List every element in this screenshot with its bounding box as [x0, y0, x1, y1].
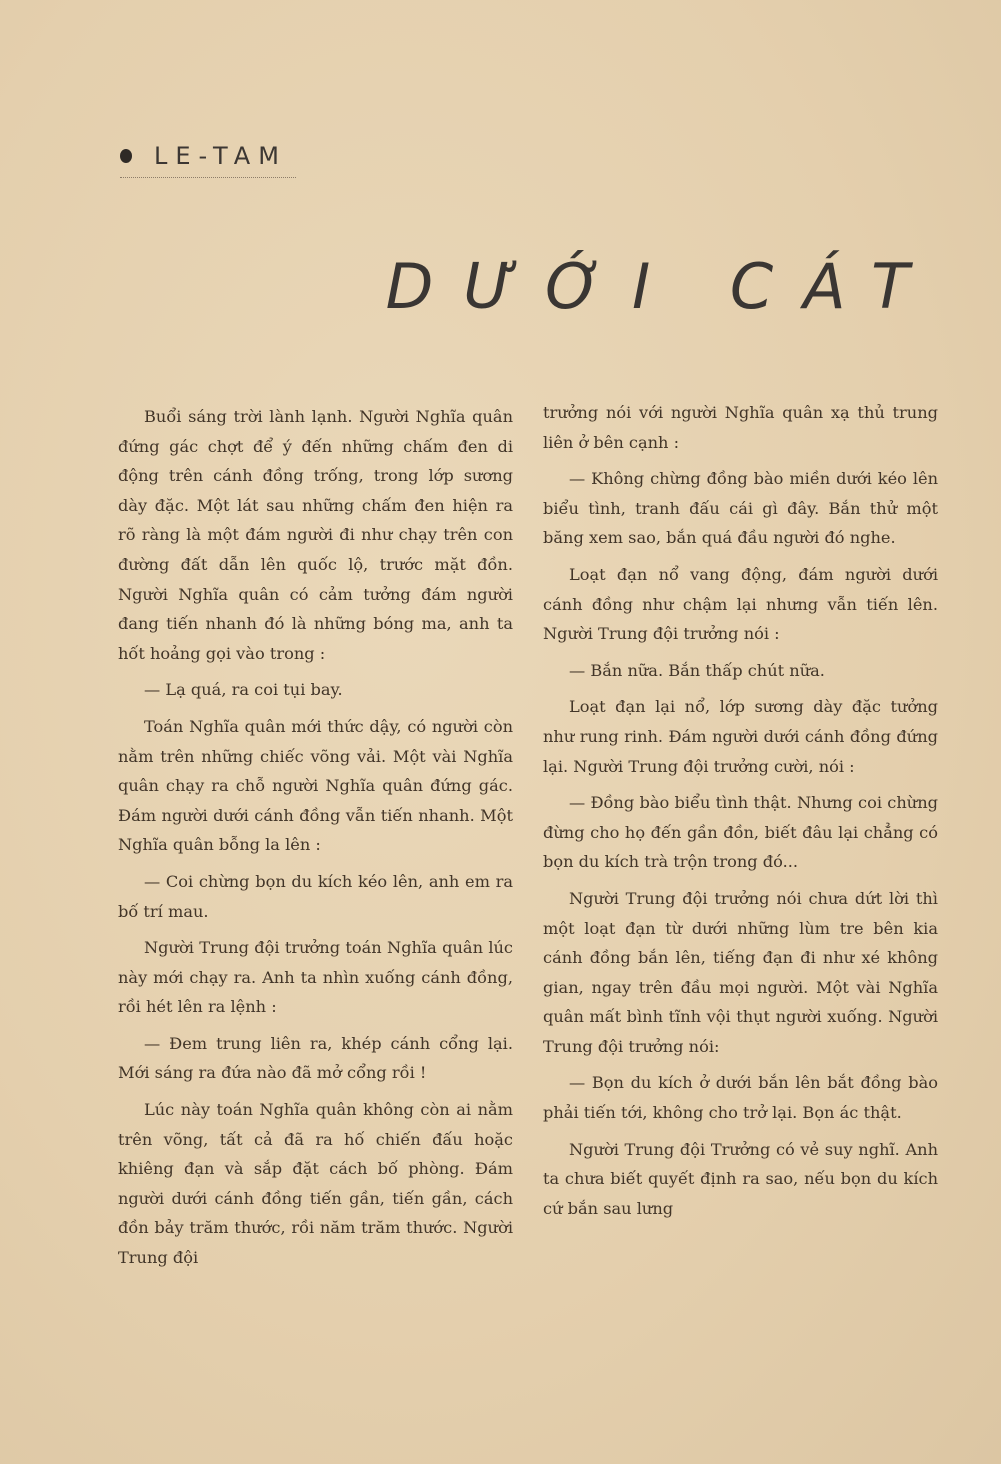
author-byline [120, 142, 287, 170]
paragraph: — Lạ quá, ra coi tụi bay. [144, 680, 343, 700]
story-title: DƯỚI CÁT [385, 250, 939, 323]
paragraph: — Bọn du kích ở dưới bắn lên bắt đồng bào phải tiến tới, không cho trở lại. Bọn ác thật. [543, 1073, 938, 1123]
paragraph: — Đồng bào biểu tình thật. Nhưng coi chừng đừng cho họ đến gần đồn, biết đâu lại chẳng có bọn du kích trà trộn trong đó... [543, 793, 938, 872]
paragraph: — Coi chừng bọn du kích kéo lên, anh em ra bố trí mau. [118, 871, 513, 921]
right-column [543, 398, 938, 1230]
paragraph: Lúc này toán Nghĩa quân không còn ai nằm trên võng, tất cả đã ra hố chiến đấu hoặc khiêng đạn và sắp đặt cách bố phòng. Đám người dưới cánh đồng tiến gần, tiến gần, cách đồn bảy trăm thước, rồi năm trăm thước. Người Trung đội [118, 1100, 513, 1268]
paragraph: Người Trung đội trưởng toán Nghĩa quân lúc này mới chạy ra. Anh ta nhìn xuống cánh đồng, rồi hét lên ra lệnh : [118, 938, 513, 1017]
author-name: LE-TAM [154, 142, 287, 170]
paragraph: — Không chừng đồng bào miền dưới kéo lên biểu tình, tranh đấu cái gì đây. Bắn thử một băng xem sao, bắn quá đầu người đó nghe. [543, 469, 938, 548]
paragraph: Loạt đạn lại nổ, lớp sương dày đặc tưởng như rung rinh. Đám người dưới cánh đồng đứng lại. Người Trung đội trưởng cười, nói : [543, 697, 938, 776]
author-underline [120, 177, 296, 178]
paragraph: Buổi sáng trời lành lạnh. Người Nghĩa quân đứng gác chợt để ý đến những chấm đen di động trên cánh đồng trống, trong lớp sương dày đặc. Một lát sau những chấm đen hiện ra rõ ràng là một đám người đi như chạy trên con đường đất dẫn lên quốc lộ, trước mặt đồn. Người Nghĩa quân có cảm tưởng đám người đang tiến nhanh đó là những bóng ma, anh ta hốt hoảng gọi vào trong : [118, 407, 513, 663]
paragraph: Người Trung đội trưởng nói chưa dứt lời thì một loạt đạn từ dưới những lùm tre bên kia cánh đồng bắn lên, tiếng đạn đi như xé không gian, ngay trên đầu mọi người. Một vài Nghĩa quân mất bình tĩnh vội thụt người xuống. Người Trung đội trưởng nói: [543, 888, 938, 1056]
bullet-icon [120, 149, 132, 163]
paragraph: — Bắn nữa. Bắn thấp chút nữa. [569, 660, 825, 680]
paragraph: Người Trung đội Trưởng có vẻ suy nghĩ. Anh ta chưa biết quyết định ra sao, nếu bọn du kích cứ bắn sau lưng [543, 1139, 938, 1218]
paragraph: trưởng nói với người Nghĩa quân xạ thủ trung liên ở bên cạnh : [543, 403, 938, 452]
paragraph: Toán Nghĩa quân mới thức dậy, có người còn nằm trên những chiếc võng vải. Một vài Nghĩa quân chạy ra chỗ người Nghĩa quân đứng gác. Đám người dưới cánh đồng vẫn tiến nhanh. Một Nghĩa quân bỗng la lên : [118, 716, 513, 855]
paragraph: Loạt đạn nổ vang động, đám người dưới cánh đồng như chậm lại nhưng vẫn tiến lên. Người Trung đội trưởng nói : [543, 564, 938, 644]
paragraph: — Đem trung liên ra, khép cánh cổng lại. Mới sáng ra đứa nào đã mở cổng rồi ! [118, 1033, 513, 1083]
left-column [118, 402, 513, 1280]
